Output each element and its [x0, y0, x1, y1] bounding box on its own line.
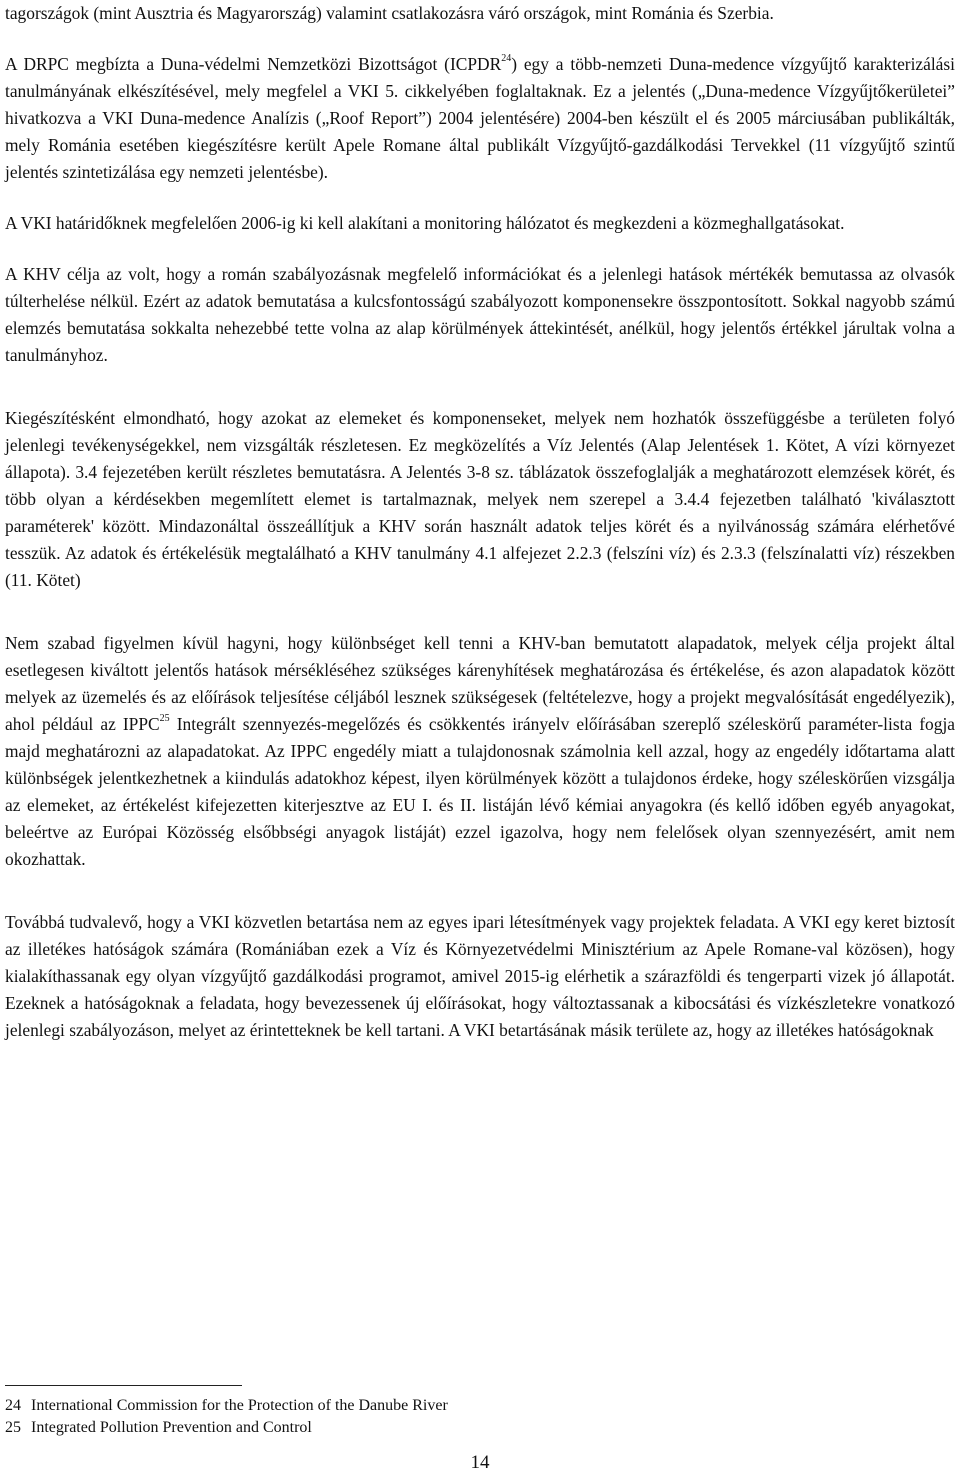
footnote-number: 24	[5, 1397, 21, 1414]
footnote-divider	[5, 1385, 242, 1386]
footnote-24	[5, 1395, 805, 1417]
footnote-ref-25[interactable]: 25	[159, 713, 170, 725]
footnote-25	[5, 1417, 805, 1439]
paragraph-icpdr	[5, 51, 955, 186]
paragraph-ippc	[5, 630, 955, 873]
footnote-number: 25	[5, 1419, 21, 1436]
page-number: 14	[470, 1452, 490, 1473]
footnote-text: Integrated Pollution Prevention and Control	[31, 1419, 312, 1436]
paragraph-text: Integrált szennyezés-megelőzés és csökkentés irányelv előírásában szereplő széleskörű paraméter-lista fogja majd meghatározni az alapadatokat. Az IPPC engedély miatt a tulajdonosnak számolnia kell azzal, hogy az engedély időtartama alatt különbségek jelentkezhetnek a kiindulás adatokhoz képest, ilyen körülmények között a tulajdonos érdeke, hogy széleskörűen vizsgálja az elemeket, az értékelést kifejezetten kiterjesztve az EU I. és II. listáján lévő kémiai anyagokra (és kellő időben egyéb anyagokat, beleértve az Európai Közösség elsőbbségi anyagok listáját) ezzel igazolva, hogy nem felelősek olyan szennyezésért, amit nem okozhattak.	[5, 714, 956, 869]
paragraph-supplement: Kiegészítésként elmondható, hogy azokat az elemeket és komponenseket, melyek nem hozhatók összefüggésbe a területen folyó jelenlegi tevékenységekkel, nem vizsgálták részletesen. Ez megközelítés a Víz Jelentés (Alap Jelentések 1. Kötet, A vízi környezet állapota). 3.4 fejezetében került részletes bemutatásra. A Jelentés 3-8 sz. táblázatok összefoglalják a meghatározott elemzések körét, és több olyan a kérdésekben megemlített elemet is tartalmaznak, melyek nem szerepel a 3.4.4 fejezetben található 'kiválasztott paraméterek' között. Mindazonáltal összeállítjuk a KHV során használt adatok teljes körét és a nyilvánosság számára elérhetővé tesszük. Az adatok és értékelésük megtalálható a KHV tanulmány 4.1 alfejezet 2.2.3 (felszíni víz) és 2.3.3 (felszínalatti víz) részekben (11. Kötet)	[5, 408, 955, 590]
paragraph-text: Nem szabad figyelmen kívül hagyni, hogy különbséget kell tenni a KHV-ban bemutatott alapadatok, melyek célja projekt által esetlegesen kiváltott jelentős hatások mérsékléséhez szükséges kárenyhítések meghatározása és értékelése, és azon alapadatok között melyek az üzemelés és az előírások teljesítése céljából lesznek szükségesek (feltételezve, hogy a projekt megvalósítását engedélyezik), ahol például az IPPC	[5, 633, 955, 734]
paragraph-text: ) egy a több-nemzeti Duna-medence vízgyűjtő karakterizálási tanulmányának elkészítésével, mely megfelel a VKI 5. cikkelyében foglaltaknak. Ez a jelentés („Duna-medence Vízgyűjtőkerületei” hivatkozva a VKI Duna-medence Analízis („Roof Report”) 2004 jelentésére) 2004-ben készült el és 2005 márciusában publikálták, mely Románia esetében kiegészítésre került Apele Romane által publikált Vízgyűjtő-gazdálkodási Tervekkel (11 vízgyűjtő szintű jelentés szintetizálása egy nemzeti jelentésbe).	[5, 54, 955, 182]
paragraph-monitoring: A VKI határidőknek megfelelően 2006-ig ki kell alakítani a monitoring hálózatot és megkezdeni a közmeghallgatásokat.	[5, 213, 845, 233]
paragraph-continuation: tagországok (mint Ausztria és Magyarország) valamint csatlakozásra váró országok, mint Románia és Szerbia.	[5, 3, 774, 23]
footnotes	[5, 1395, 805, 1439]
paragraph-text: A DRPC megbízta a Duna-védelmi Nemzetközi Bizottságot (ICPDR	[5, 54, 502, 74]
paragraph-vki-compliance: Továbbá tudvalevő, hogy a VKI közvetlen betartása nem az egyes ipari létesítmények vagy projektek feladata. A VKI egy keret biztosít az illetékes hatóságok számára (Romániában ezek a Víz és Környezetvédelmi Minisztérium az Apele Romane-val közösen), hogy kialakíthassanak egy olyan vízgyűjtő gazdálkodási programot, amivel 2015-ig elérhetik a szárazföldi és tengerparti vizek jó állapotát. Ezeknek a hatóságoknak a feladata, hogy bevezessenek új előírásokat, hogy változtassanak a kibocsátási és vízkészletekre vonatkozó jelenlegi szabályozáson, melyet az érintetteknek be kell tartani. A VKI betartásának másik területe az, hogy az illetékes hatóságoknak	[5, 912, 955, 1040]
paragraph-khv-goal: A KHV célja az volt, hogy a román szabályozásnak megfelelő információkat és a jelenlegi hatások mértékék bemutassa az olvasók túlterhelése nélkül. Ezért az adatok bemutatása a kulcsfontosságú szabályozott komponensekre összpontosított. Sokkal nagyobb számú elemzés bemutatása sokkalta nehezebbé tette volna az alap körülmények áttekintését, anélkül, hogy jelentős értékkel járultak volna a tanulmányhoz.	[5, 264, 955, 365]
footnote-ref-24[interactable]: 24	[501, 53, 512, 65]
footnote-text: International Commission for the Protection of the Danube River	[31, 1397, 448, 1414]
document-body	[5, 0, 955, 1044]
